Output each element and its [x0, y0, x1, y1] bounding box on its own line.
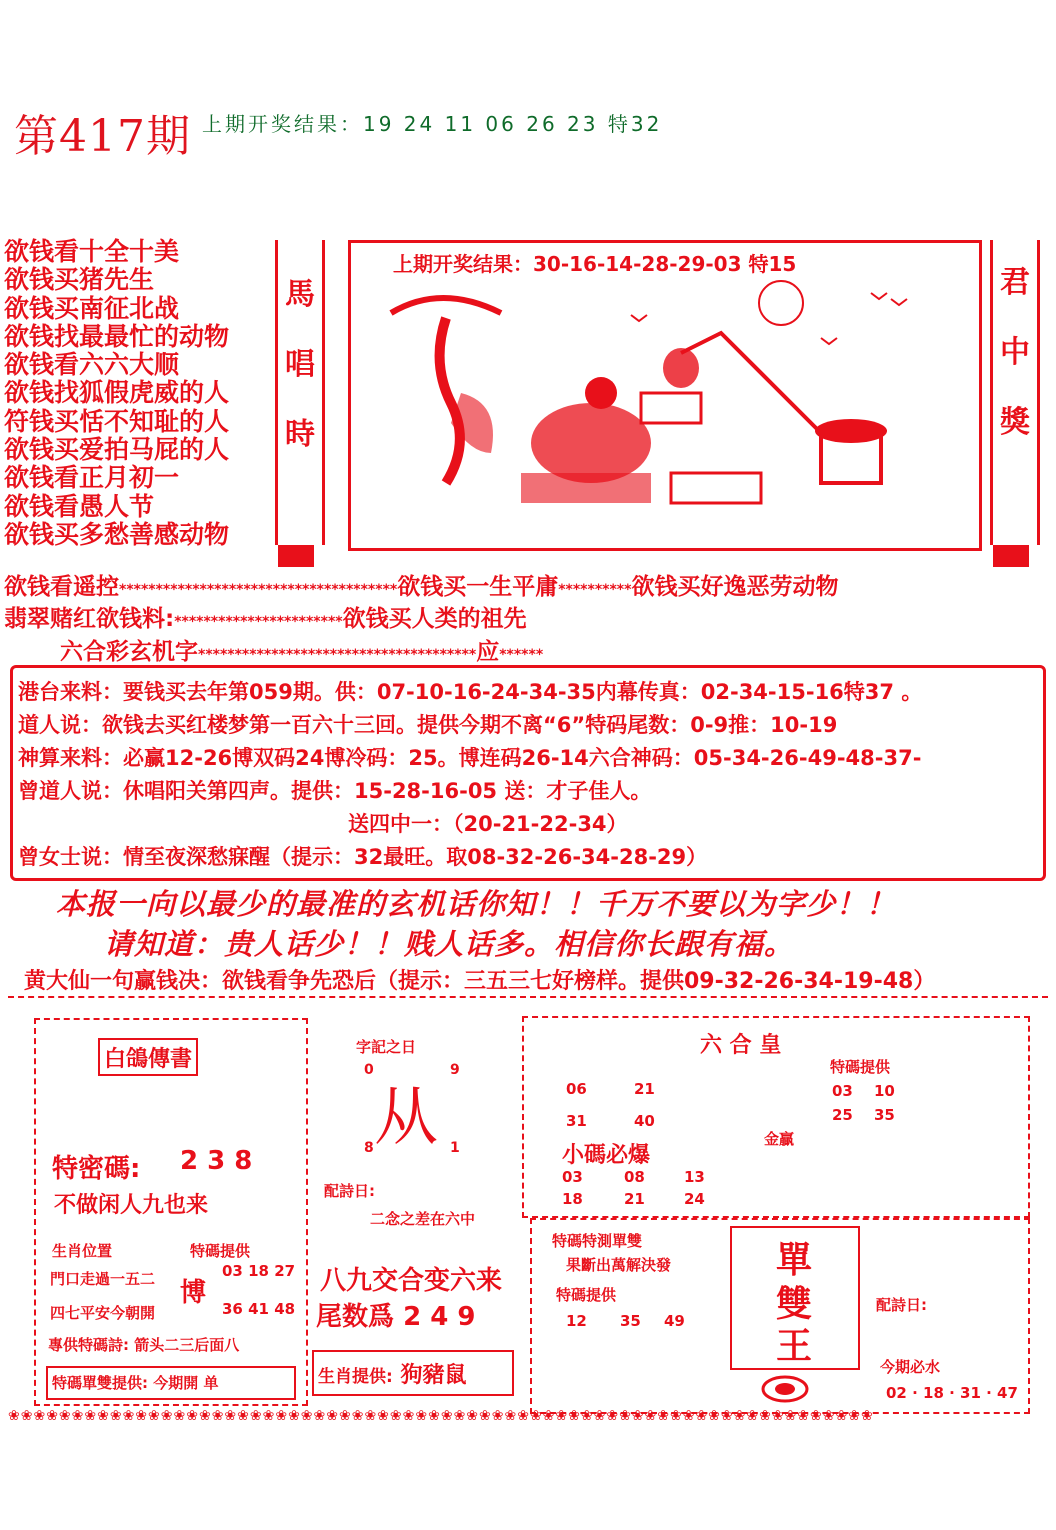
num-cell: 12: [566, 1312, 587, 1330]
single-label: 特碼單雙提供:: [52, 1374, 148, 1392]
special-provide-label-2: 特碼提供: [556, 1286, 617, 1304]
slogan-1: 本报一向以最少的最准的玄机话你知！！千万不要以为字少！！: [56, 887, 897, 921]
divider: [8, 996, 1048, 998]
special-code-label: 特密碼:: [52, 1154, 141, 1184]
stars: **************************************: [119, 582, 398, 598]
line-text: 欲钱买人类的祖先: [342, 606, 527, 632]
tail-value: 2 4 9: [403, 1302, 476, 1332]
slogan-2: 请知道：贵人话少！！贱人话多。相信你长跟有福。: [104, 927, 795, 961]
previous-result-top: 上期开奖结果：19 24 11 06 26 23 特32: [202, 112, 663, 136]
info-line-3: 神算来料：必赢12-26博双码24博冷码：25。博连码26-14六合神码：05-34-26-49-48-37-: [18, 746, 922, 770]
star-line-1: [4, 568, 838, 601]
king-char-1: 單: [776, 1240, 813, 1281]
line-text: 欲钱买好逸恶劳动物: [631, 574, 839, 600]
peace-line: 四七平安今朝開: [50, 1304, 156, 1322]
riddle-item: 欲钱买多愁善感动物: [4, 519, 230, 549]
corner-number: 1: [450, 1140, 460, 1156]
corner-number: 0: [364, 1062, 374, 1078]
poem2-text: 箭头二三后面八: [134, 1336, 240, 1354]
stars: **********: [558, 582, 632, 598]
riddle-item: 欲钱看六六大顺: [4, 350, 180, 380]
flower-icon: [760, 1374, 810, 1404]
right-banner-foot: [993, 545, 1029, 567]
banner-char: 獎: [1000, 405, 1030, 440]
riddle-item: 符钱买恬不知耻的人: [4, 406, 230, 436]
num-cell: 03: [562, 1168, 583, 1186]
illustration-title: 上期开奖结果：30-16-14-28-29-03 特15: [393, 252, 797, 276]
line-text: 六合彩玄机字: [60, 639, 198, 665]
poem-label-right: 配詩日:: [876, 1296, 927, 1314]
left-vertical-banner: [275, 240, 325, 545]
info-line-1: 港台来料：要钱买去年第059期。供：07-10-16-24-34-35内幕传真：02-34-15-16特37 。: [18, 680, 923, 704]
line-text: 欲钱买一生平庸: [397, 574, 559, 600]
last-numbers: 02 · 18 · 31 · 47: [886, 1384, 1018, 1402]
line-text: 翡翠赌红欲钱料:: [4, 606, 175, 632]
tail-line: [316, 1296, 475, 1333]
poem-text: 二念之差在六中: [370, 1210, 476, 1228]
stars: ***********************: [174, 614, 343, 630]
num-cell: 35: [620, 1312, 641, 1330]
riddle-list: [4, 238, 274, 549]
star-line-3: [60, 633, 543, 666]
corner-number: 8: [364, 1140, 374, 1156]
numbers-row-b: 36 41 48: [222, 1300, 296, 1318]
stars: **************************************: [198, 647, 477, 663]
key-character: 从: [374, 1081, 438, 1155]
num-cell: 18: [562, 1190, 583, 1208]
riddle-item: 欲钱看十全十美: [4, 237, 180, 266]
banner-char: 馬: [285, 277, 315, 312]
zodiac-position-text: 門口走過一五二: [50, 1270, 156, 1288]
num-cell: 08: [624, 1168, 645, 1186]
right-vertical-banner: [990, 240, 1040, 545]
zodiac-label: 生肖提供:: [318, 1367, 393, 1387]
issue-number: 第417期: [14, 111, 191, 162]
special-provide-right-label: 特碼提供: [830, 1058, 891, 1076]
combo-line: 八九交合变六来: [320, 1266, 503, 1296]
info-line-4: 曾道人说：休唱阳关第四声。提供：15-28-16-05 送：才子佳人。: [18, 779, 652, 803]
small-code-label: 小碼必爆: [562, 1143, 651, 1168]
num-cell: 31: [566, 1112, 587, 1130]
riddle-item: 欲钱找狐假虎威的人: [4, 378, 230, 408]
num-cell: 10: [874, 1082, 895, 1100]
banner-char: 君: [1000, 265, 1030, 300]
num-cell: 06: [566, 1080, 587, 1098]
zodiac-provide-line: [318, 1358, 467, 1389]
zodiac-value: 狗豬鼠: [400, 1363, 467, 1388]
scholar-illustration: [351, 243, 979, 548]
king-char-3: 王: [776, 1326, 813, 1367]
info-line-2: 道人说：欲钱去买红楼梦第一百六十三回。提供今期不离“6”特码尾数：0-9推：10-19: [18, 713, 838, 737]
poem2-line: [48, 1334, 239, 1355]
special-provide-label: 特碼提供: [190, 1242, 251, 1260]
star-line-2: [4, 600, 527, 633]
tail-label: 尾数爲: [316, 1302, 395, 1332]
num-cell: 49: [664, 1312, 685, 1330]
bo-char: 博: [180, 1278, 207, 1308]
illustration-panel: [348, 240, 982, 551]
num-cell: 35: [874, 1106, 895, 1124]
stars: ******: [499, 647, 544, 663]
line-text: 应: [476, 639, 500, 665]
word-day-title: 字記之日: [356, 1038, 417, 1056]
huang-daxian-line: 黄大仙一句赢钱决：欲钱看争先恐后（提示：三五三七好榜样。提供09-32-26-34-19-48）: [24, 969, 936, 994]
king-char-2: 雙: [776, 1284, 813, 1325]
num-cell: 25: [832, 1106, 853, 1124]
riddle-item: 欲钱买猪先生: [4, 265, 155, 295]
special-code-value: 2 3 8: [180, 1146, 253, 1176]
single-double-line: [52, 1372, 218, 1393]
riddle-item: 欲钱看正月初一: [4, 463, 180, 493]
panel-title: 特碼特測單雙: [552, 1232, 643, 1250]
info-line-6: 曾女士说：情至夜深愁寐醒（提示：32最旺。取08-32-26-34-28-29）: [18, 845, 708, 869]
riddle-item: 欲钱找最最忙的动物: [4, 321, 230, 351]
num-cell: 21: [624, 1190, 645, 1208]
num-cell: 40: [634, 1112, 655, 1130]
poem-line: 不做闲人九也来: [54, 1193, 209, 1218]
corner-number: 9: [450, 1062, 460, 1078]
num-cell: 21: [634, 1080, 655, 1098]
left-banner-foot: [278, 545, 314, 567]
riddle-item: 欲钱买爱拍马屁的人: [4, 435, 230, 465]
zodiac-position-label: 生肖位置: [52, 1242, 113, 1260]
line-text: 欲钱看遥控: [4, 574, 119, 600]
num-cell: 13: [684, 1168, 705, 1186]
num-cell: 24: [684, 1190, 705, 1208]
gold-label: 金贏: [764, 1130, 795, 1148]
panel-text: 果斷出萬解決發: [566, 1256, 672, 1274]
banner-char: 時: [285, 417, 315, 452]
info-line-5: 送四中一：（20-21-22-34）: [348, 812, 628, 836]
poem-label: 配詩日:: [324, 1182, 375, 1200]
this-week-label: 今期必水: [880, 1358, 941, 1376]
riddle-item: 欲钱看愚人节: [4, 491, 155, 521]
single-value: 今期開 单: [153, 1374, 219, 1392]
banner-char: 中: [1000, 335, 1030, 370]
num-cell: 03: [832, 1082, 853, 1100]
banner-char: 唱: [285, 347, 315, 382]
bottom-border-decoration: ❀❀❀❀❀❀❀❀❀❀❀❀❀❀❀❀❀❀❀❀❀❀❀❀❀❀❀❀❀❀❀❀❀❀❀❀❀❀❀❀❀❀❀❀❀❀❀❀❀❀❀❀❀❀❀❀❀❀❀❀❀❀❀❀❀❀❀❀: [8, 1408, 874, 1424]
liuhehuang-title: 六 合 皇: [700, 1033, 782, 1058]
numbers-row-a: 03 18 27: [222, 1262, 296, 1280]
poem2-label: 專供特碼詩:: [48, 1336, 129, 1354]
pigeon-title: 白鴿傳書: [104, 1047, 193, 1072]
riddle-item: 欲钱买南征北战: [4, 293, 180, 323]
